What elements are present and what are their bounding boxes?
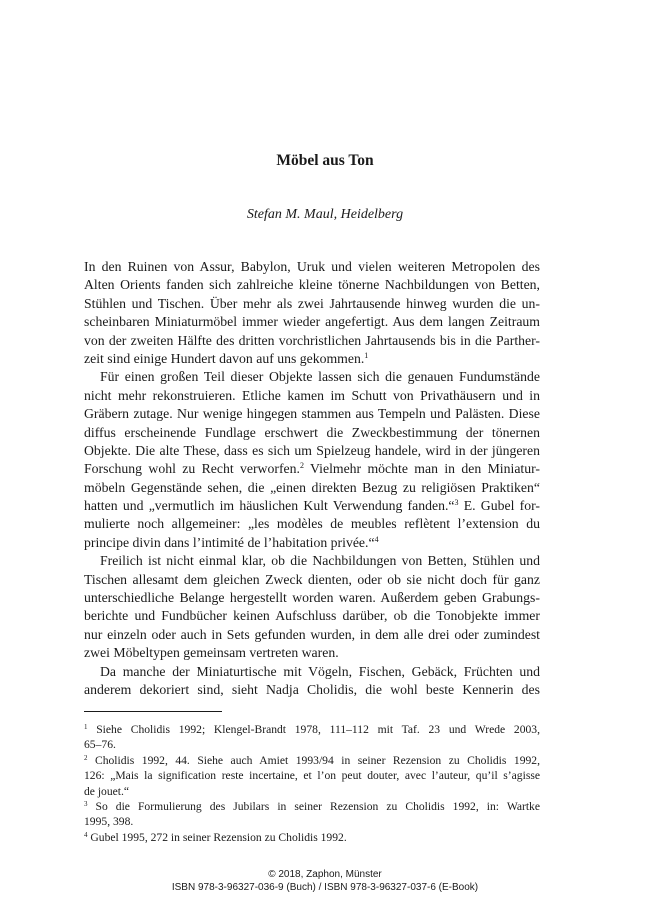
line-text: diffus erscheinende Fundlage erschwert die Zweckbestimmung der tönernen xyxy=(84,424,540,440)
body-line xyxy=(84,552,540,570)
article-body xyxy=(84,258,540,699)
footnote-line xyxy=(84,814,540,829)
line-text: E. Gubel for- xyxy=(458,498,540,514)
line-text: Gräbern zutage. Nur wenige hingegen stammen aus Tempeln und Palästen. Diese xyxy=(84,406,540,422)
footnote-ref: 4 xyxy=(374,534,379,544)
line-text: unterschiedliche Belange hergestellt worden waren. Außerdem geben Grabungs- xyxy=(84,590,540,606)
footnote-text: 65–76. xyxy=(84,738,116,752)
body-line xyxy=(84,424,540,442)
body-line xyxy=(84,313,540,331)
footer-copyright: © 2018, Zaphon, Münster xyxy=(268,869,382,880)
line-text: Forschung wohl zu Recht verworfen. xyxy=(84,461,300,477)
line-text: scheinbaren Miniaturmöbel immer wieder angefertigt. Aus dem langen Zeitraum xyxy=(84,314,540,330)
line-text: anderem dekoriert sind, sieht Nadja Cholidis, die wohl beste Kennerin des xyxy=(84,681,540,697)
footnote-line xyxy=(84,737,540,752)
line-text: Freilich ist nicht einmal klar, ob die Nachbildungen von Betten, Stühlen und xyxy=(100,553,540,569)
body-line xyxy=(84,368,540,386)
footer-isbn: ISBN 978-3-96327-036-9 (Buch) / ISBN 978-3-96327-037-6 (E-Book) xyxy=(171,882,479,893)
footnote-line xyxy=(84,830,540,845)
line-text: hatten und „vermutlich im häuslichen Kult Verwendung fanden.“ xyxy=(84,498,455,514)
body-line xyxy=(84,644,540,662)
article-title: Möbel aus Ton xyxy=(276,152,374,169)
footnote-number: 3 xyxy=(84,799,88,808)
line-text: Da manche der Miniaturtische mit Vögeln, Fischen, Gebäck, Früchten und xyxy=(100,663,540,679)
footnote-text: Gubel 1995, 272 in seiner Rezension zu Cholidis 1992. xyxy=(87,830,347,844)
line-text: zwei Möbeltypen gemeinsam vertreten waren. xyxy=(84,645,339,661)
body-line xyxy=(84,332,540,350)
line-text: Tischen allesamt dem gleichen Zweck dienten, oder ob sie nicht doch für ganz xyxy=(84,571,540,587)
body-line xyxy=(84,405,540,423)
article-author: Stefan M. Maul, Heidelberg xyxy=(246,207,404,222)
line-text: In den Ruinen von Assur, Babylon, Uruk und vielen weiteren Metropolen des xyxy=(84,259,540,274)
line-text: nur einzeln oder auch in Sets gefunden wurden, in dem alle drei oder zumindest xyxy=(84,626,540,642)
footnote-line xyxy=(84,784,540,799)
footnote-number: 1 xyxy=(84,723,88,731)
line-text: nicht mehr rekonstruieren. Etliche kamen im Schutt von Privathäusern und in xyxy=(84,387,540,403)
line-text: berichte und Fundbücher keinen Aufschluss darüber, ob die Tonobjekte immer xyxy=(84,608,540,624)
footnote-text: Cholidis 1992, 44. Siehe auch Amiet 1993/94 in seiner Rezension zu Cholidis 1992, xyxy=(87,753,540,767)
footnote-ref: 2 xyxy=(299,461,304,471)
body-line xyxy=(84,442,540,460)
line-text: principe divin dans l’intimité de l’habitation privée.“ xyxy=(84,534,375,550)
body-line xyxy=(84,258,540,276)
footnote-text: 126: „Mais la signification reste incertaine, et l’on peut douter, avec l’auteur, qu’il s’agisse xyxy=(84,769,540,783)
footnote-line xyxy=(84,722,540,737)
line-text: Vielmehr möchte man in den Miniatur- xyxy=(303,461,540,477)
body-line xyxy=(84,479,540,497)
footnotes xyxy=(84,722,540,845)
body-line xyxy=(84,681,540,699)
body-line xyxy=(84,387,540,405)
body-line xyxy=(84,607,540,625)
line-text: Stühlen und Tischen. Über mehr als zwei Jahrtausende hinweg wurden die un- xyxy=(84,295,540,311)
footnote-number: 2 xyxy=(84,753,88,762)
body-line xyxy=(84,276,540,294)
body-line xyxy=(84,589,540,607)
body-line xyxy=(84,350,540,368)
body-line xyxy=(84,571,540,589)
footnote-line xyxy=(84,753,540,768)
line-text: zeit sind einige Hundert davon auf uns gekommen. xyxy=(84,350,365,366)
line-text: Alten Orients fanden sich zahlreiche kleine tönerne Nachbildungen von Betten, xyxy=(84,277,540,293)
footnote-number: 4 xyxy=(84,830,88,839)
body-line xyxy=(84,663,540,681)
footnote-ref: 1 xyxy=(364,350,369,360)
body-line xyxy=(84,295,540,313)
line-text: Für einen großen Teil dieser Objekte lassen sich die genauen Fundumstände xyxy=(100,369,540,385)
footnote-divider xyxy=(84,711,222,712)
body-line xyxy=(84,460,540,478)
body-line xyxy=(84,515,540,533)
footnote-text: de jouet.“ xyxy=(84,784,130,798)
line-text: möbeln Gegenstände sehen, die „einen direkten Bezug zu religiösen Praktiken“ xyxy=(84,479,540,495)
body-line xyxy=(84,534,540,552)
body-line xyxy=(84,497,540,515)
footnote-text: 1995, 398. xyxy=(84,815,134,829)
footnote-text: Siehe Cholidis 1992; Klengel-Brandt 1978, 111–112 mit Taf. 23 und Wrede 2003, xyxy=(87,723,540,736)
footnote-text: So die Formulierung des Jubilars in seiner Rezension zu Cholidis 1992, in: Wartke xyxy=(87,799,540,813)
footnote-line xyxy=(84,799,540,814)
line-text: mulierte noch allgemeiner: „les modèles de meubles reflètent l’extension du xyxy=(84,516,540,532)
body-line xyxy=(84,626,540,644)
line-text: Objekte. Die alte These, dass es sich um Spielzeug handele, wird in der jüngeren xyxy=(84,442,540,458)
footnote-line xyxy=(84,768,540,783)
footnote-ref: 3 xyxy=(454,498,459,508)
line-text: von der zweiten Hälfte des dritten vorchristlichen Jahrtausends bis in die Parther- xyxy=(84,332,540,348)
